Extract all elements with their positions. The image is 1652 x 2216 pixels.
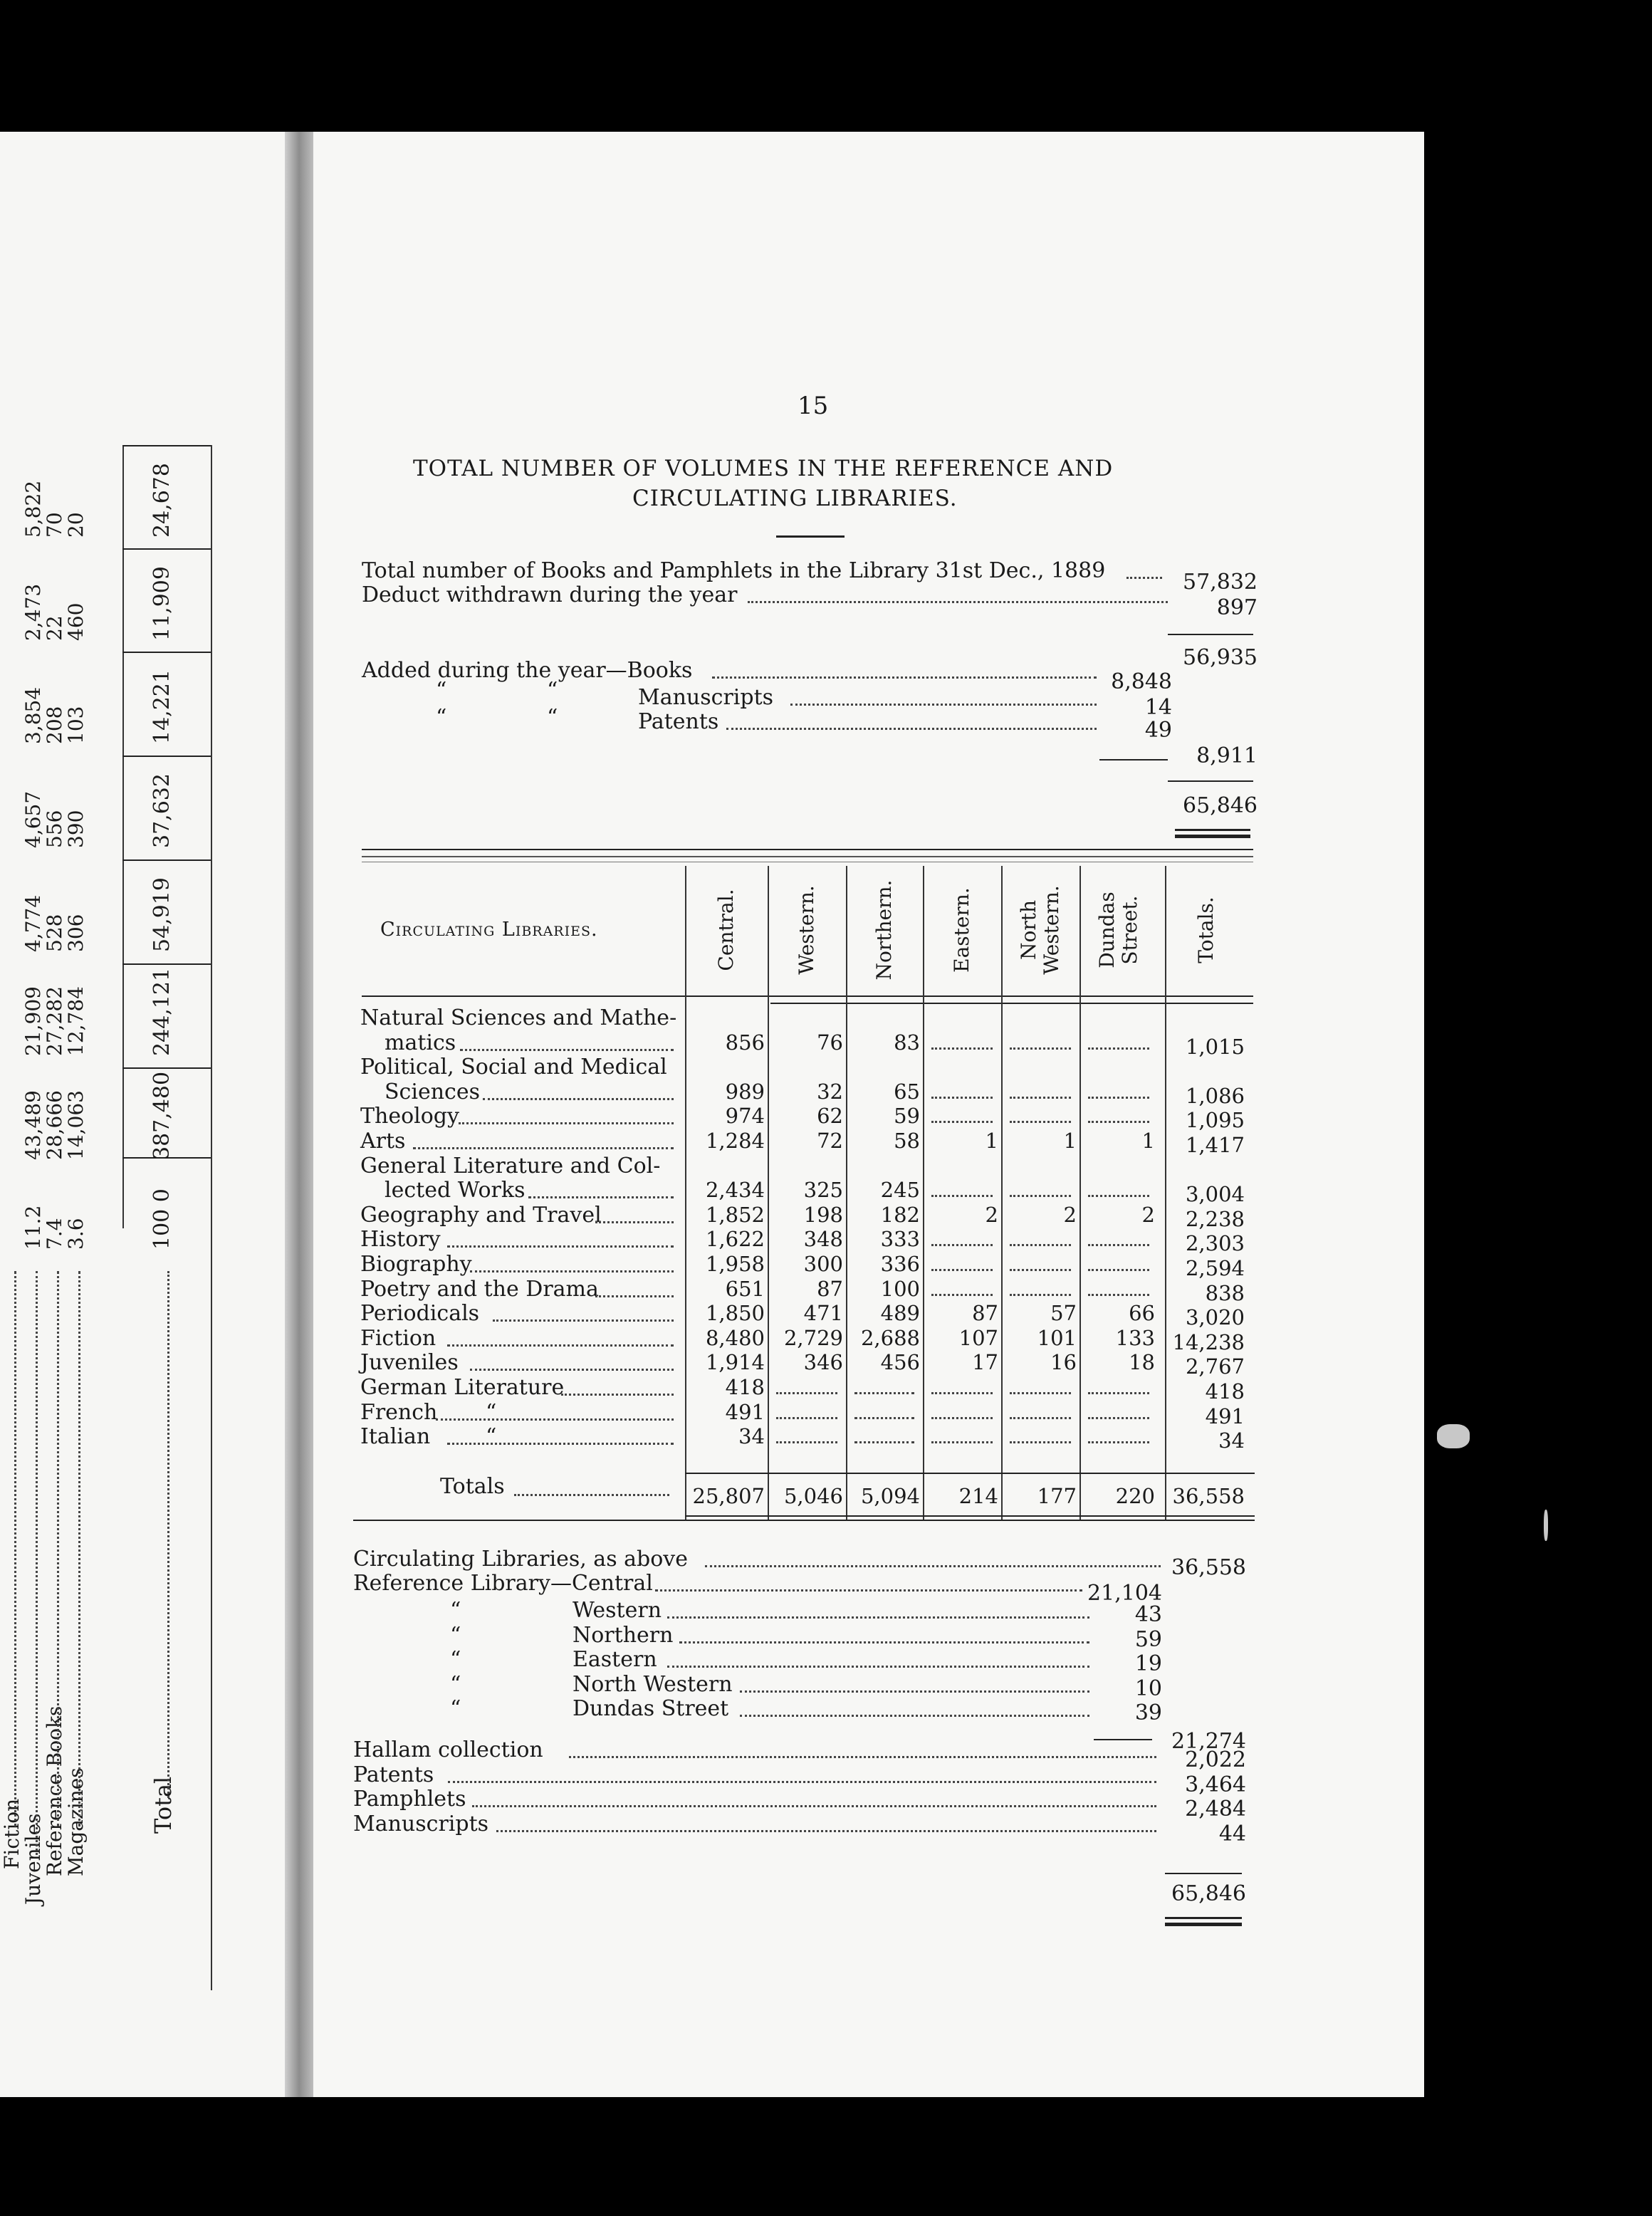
- column-total: 177: [1037, 1484, 1077, 1508]
- row-total: 3,004: [1185, 1182, 1245, 1207]
- row-label: Biography: [360, 1252, 472, 1277]
- collection-name: Hallam collection: [353, 1737, 543, 1762]
- collection-value: 2,484: [1185, 1797, 1246, 1822]
- left-cell: 208: [43, 706, 66, 744]
- cell-value: 2: [1063, 1202, 1077, 1227]
- cell-value: 76: [817, 1030, 843, 1055]
- added-total: 8,911: [1196, 743, 1258, 768]
- left-column-total: 387,480: [150, 1071, 174, 1160]
- branch-value: 10: [1134, 1676, 1162, 1701]
- left-total-label: Total: [150, 1776, 177, 1834]
- cell-value: 1,914: [705, 1350, 765, 1375]
- left-rule: [122, 445, 124, 1228]
- manuscripts-value: 14: [1144, 695, 1172, 720]
- row-label: Arts: [360, 1129, 406, 1154]
- left-rule: [122, 963, 212, 965]
- cell-value: 300: [803, 1252, 843, 1276]
- cell-value: 16: [1050, 1350, 1077, 1375]
- branch-value: 43: [1134, 1602, 1162, 1627]
- row-total: 2,767: [1185, 1354, 1245, 1379]
- collection-name: Patents: [353, 1762, 434, 1787]
- cell-value: 651: [725, 1276, 765, 1301]
- cell-value: 325: [803, 1178, 843, 1203]
- left-cell: 12,784: [64, 986, 88, 1056]
- cell-value: 1,852: [705, 1202, 765, 1227]
- left-cell: 14,063: [64, 1090, 88, 1160]
- left-column-total: 244,121: [150, 967, 174, 1056]
- cell-value: 489: [880, 1301, 920, 1326]
- page-title-line2: CIRCULATING LIBRARIES.: [632, 486, 958, 511]
- left-rule: [211, 445, 212, 1990]
- cell-value: 198: [803, 1202, 843, 1227]
- row-total: 491: [1205, 1404, 1245, 1428]
- cell-value: 245: [880, 1178, 920, 1203]
- cell-value: 974: [725, 1104, 765, 1129]
- left-cell: 11.2: [21, 1205, 45, 1250]
- left-row-label: Reference Books: [43, 1705, 66, 1876]
- cell-value: 346: [803, 1350, 843, 1375]
- cell-value: 72: [817, 1129, 843, 1153]
- cell-value: 101: [1037, 1325, 1077, 1350]
- left-cell: 22: [43, 615, 66, 641]
- cell-value: 2,434: [705, 1178, 765, 1203]
- left-cell: 390: [64, 810, 88, 848]
- cell-value: 856: [725, 1030, 765, 1055]
- column-rule: [1079, 866, 1081, 1521]
- cell-value: 1: [985, 1129, 998, 1153]
- left-cell: 103: [64, 706, 88, 744]
- cell-value: 491: [725, 1399, 765, 1424]
- column-header-eastern: Eastern.: [950, 887, 973, 973]
- row-label-cont: lected Works: [385, 1178, 526, 1203]
- cell-value: 348: [803, 1227, 843, 1252]
- ditto-mark: “: [450, 1696, 461, 1721]
- page-number: 15: [798, 392, 829, 420]
- branch-value: 39: [1134, 1700, 1162, 1725]
- left-column-total: 54,919: [150, 877, 174, 952]
- left-cell: 556: [43, 810, 66, 848]
- cell-value: 2,688: [860, 1325, 920, 1350]
- title-rule: [776, 535, 845, 538]
- cell-value: 456: [880, 1350, 920, 1375]
- row-total: 418: [1205, 1379, 1245, 1404]
- row-total: 1,086: [1185, 1083, 1245, 1108]
- left-rule: [122, 548, 212, 550]
- scan-speck: [1437, 1424, 1470, 1448]
- left-row-label: Magazines: [64, 1767, 88, 1876]
- ditto-mark: “: [486, 1399, 497, 1425]
- added-label: Added during the year—Books: [362, 658, 693, 683]
- left-column-total: 14,221: [150, 669, 174, 744]
- ditto-mark: “: [547, 705, 558, 730]
- left-cell: 528: [43, 914, 66, 952]
- cell-value: 133: [1115, 1325, 1155, 1350]
- cell-value: 2: [1141, 1202, 1155, 1227]
- row-total: 2,303: [1185, 1231, 1245, 1256]
- totals-label: Totals: [440, 1474, 505, 1499]
- row-label: Periodicals: [360, 1301, 480, 1327]
- column-total: 5,046: [783, 1484, 843, 1508]
- row-total: 3,020: [1185, 1305, 1245, 1330]
- cell-value: 471: [803, 1301, 843, 1326]
- cell-value: 87: [817, 1276, 843, 1301]
- left-cell: 43,489: [21, 1090, 45, 1160]
- ref-total: 21,274: [1171, 1729, 1246, 1754]
- left-column-total: 24,678: [150, 463, 174, 538]
- row-total: 1,417: [1185, 1133, 1245, 1157]
- cell-value: 418: [725, 1375, 765, 1399]
- cell-value: 58: [894, 1129, 920, 1153]
- row-total: 838: [1205, 1280, 1245, 1305]
- ditto-mark: “: [450, 1671, 461, 1697]
- cell-value: 62: [817, 1104, 843, 1129]
- row-label: French: [360, 1399, 438, 1425]
- column-header-northern: Northern.: [872, 879, 896, 981]
- cell-value: 100: [880, 1276, 920, 1301]
- cell-value: 182: [880, 1202, 920, 1227]
- left-column-total: 100 0: [150, 1188, 174, 1250]
- cell-value: 1: [1063, 1129, 1077, 1153]
- collection-name: Manuscripts: [353, 1811, 489, 1836]
- branch-value: 59: [1134, 1626, 1162, 1652]
- row-label: Juveniles: [360, 1350, 459, 1376]
- left-page: [0, 132, 291, 2097]
- left-cell: 28,666: [43, 1090, 66, 1160]
- column-total: 220: [1115, 1484, 1155, 1508]
- branch-value: 19: [1134, 1651, 1162, 1676]
- ditto-mark: “: [547, 678, 558, 703]
- row-label: Fiction: [360, 1325, 436, 1351]
- left-rule: [122, 1067, 212, 1069]
- row-label: Theology: [360, 1104, 459, 1129]
- cell-value: 1,622: [705, 1227, 765, 1252]
- column-total: 214: [958, 1484, 998, 1508]
- cell-value: 65: [894, 1079, 920, 1104]
- ditto-mark: “: [436, 678, 447, 703]
- branch-name: Western: [573, 1598, 662, 1623]
- cell-value: 336: [880, 1252, 920, 1276]
- ditto-mark: “: [450, 1647, 461, 1672]
- cell-value: 87: [972, 1301, 998, 1326]
- row-total: 2,594: [1185, 1256, 1245, 1280]
- cell-value: 1,958: [705, 1252, 765, 1276]
- column-total: 25,807: [692, 1484, 765, 1508]
- ditto-mark: “: [436, 705, 447, 730]
- patents-label: Patents: [638, 709, 719, 734]
- collection-value: 44: [1218, 1821, 1246, 1846]
- left-column-total: 37,632: [150, 773, 174, 848]
- ditto-mark: “: [486, 1424, 497, 1450]
- branch-name: Dundas Street: [573, 1696, 729, 1721]
- left-rule: [122, 652, 212, 653]
- cell-value: 17: [972, 1350, 998, 1375]
- left-cell: 27,282: [43, 986, 66, 1056]
- added-books-value: 8,848: [1111, 669, 1172, 694]
- column-header-central: Central.: [714, 889, 738, 971]
- row-total: 1,095: [1185, 1108, 1245, 1133]
- ref-central-value: 21,104: [1087, 1581, 1162, 1606]
- left-cell: 7.4: [43, 1218, 66, 1250]
- ditto-mark: “: [450, 1622, 461, 1648]
- row-label: History: [360, 1227, 441, 1253]
- patents-value: 49: [1144, 718, 1172, 743]
- left-cell: 21,909: [21, 986, 45, 1056]
- row-label: Geography and Travel: [360, 1202, 602, 1228]
- cell-value: 1,850: [705, 1301, 765, 1326]
- left-rule: [122, 445, 212, 446]
- left-column-total: 11,909: [150, 566, 174, 641]
- cell-value: 333: [880, 1227, 920, 1252]
- bottom-circ-value: 36,558: [1171, 1555, 1246, 1580]
- row-label-cont: matics: [385, 1030, 456, 1055]
- row-total: 34: [1218, 1428, 1245, 1453]
- left-row-label: Juveniles: [21, 1813, 45, 1905]
- summary-subtotal: 56,935: [1183, 645, 1258, 670]
- row-total: 1,015: [1185, 1034, 1245, 1059]
- cell-value: 57: [1050, 1301, 1077, 1326]
- column-rule: [1001, 866, 1003, 1521]
- left-cell: 5,822: [21, 480, 45, 538]
- cell-value: 83: [894, 1030, 920, 1055]
- column-total: 5,094: [860, 1484, 920, 1508]
- left-cell: 460: [64, 602, 88, 641]
- cell-value: 1: [1141, 1129, 1155, 1153]
- cell-value: 8,480: [705, 1325, 765, 1350]
- left-cell: 3.6: [64, 1218, 88, 1250]
- branch-name: Eastern: [573, 1647, 657, 1672]
- column-header-north-western: North Western.: [1017, 885, 1063, 975]
- left-cell: 306: [64, 914, 88, 952]
- page-title-line1: TOTAL NUMBER OF VOLUMES IN THE REFERENCE AND: [413, 456, 1114, 481]
- branch-name: North Western: [573, 1671, 733, 1697]
- cell-value: 66: [1129, 1301, 1155, 1326]
- manuscripts-label: Manuscripts: [638, 685, 774, 710]
- branch-name: Northern: [573, 1622, 674, 1648]
- cell-value: 18: [1129, 1350, 1155, 1375]
- left-rule: [122, 756, 212, 757]
- row-label: German Literature: [360, 1375, 565, 1400]
- scan-speck: [1544, 1510, 1548, 1541]
- summary-line2-label: Deduct withdrawn during the year: [362, 582, 738, 607]
- cell-value: 2,729: [783, 1325, 843, 1350]
- cell-value: 59: [894, 1104, 920, 1129]
- column-header-dundas-street: Dundas Street.: [1095, 892, 1141, 968]
- cell-value: 989: [725, 1079, 765, 1104]
- column-header-totals: Totals.: [1194, 897, 1218, 963]
- row-label-cont: Sciences: [385, 1079, 480, 1104]
- left-cell: 4,657: [21, 790, 45, 848]
- ditto-mark: “: [450, 1598, 461, 1623]
- column-rule: [923, 866, 924, 1521]
- cell-value: 1,284: [705, 1129, 765, 1153]
- left-cell: 2,473: [21, 583, 45, 641]
- row-label: Natural Sciences and Mathe-: [360, 1005, 677, 1030]
- left-cell: 4,774: [21, 894, 45, 952]
- ref-library-label: Reference Library—Central: [353, 1571, 653, 1596]
- column-total: 36,558: [1172, 1484, 1245, 1508]
- row-total: 2,238: [1185, 1206, 1245, 1231]
- row-label: Political, Social and Medical: [360, 1055, 667, 1080]
- summary-grand-total: 65,846: [1183, 793, 1258, 818]
- column-header-western: Western.: [795, 885, 818, 975]
- collection-name: Pamphlets: [353, 1787, 466, 1812]
- summary-line1-value: 57,832: [1183, 570, 1258, 595]
- left-cell: 70: [43, 512, 66, 538]
- summary-line2-value: 897: [1216, 595, 1258, 620]
- cell-value: 34: [738, 1424, 765, 1449]
- bottom-circ-label: Circulating Libraries, as above: [353, 1547, 688, 1572]
- collection-value: 3,464: [1185, 1772, 1246, 1797]
- row-label: Italian: [360, 1424, 431, 1450]
- row-label: General Literature and Col-: [360, 1153, 661, 1178]
- left-rule: [122, 859, 212, 861]
- cell-value: 2: [985, 1202, 998, 1227]
- row-label: Poetry and the Drama: [360, 1276, 599, 1302]
- cell-value: 32: [817, 1079, 843, 1104]
- left-cell: 3,854: [21, 686, 45, 744]
- summary-line1-label: Total number of Books and Pamphlets in the Library 31st Dec., 1889: [362, 558, 1106, 583]
- row-total: 14,238: [1172, 1329, 1245, 1354]
- cell-value: 107: [958, 1325, 998, 1350]
- left-cell: 20: [64, 512, 88, 538]
- circ-table-heading: Circulating Libraries.: [380, 919, 598, 941]
- left-row-label: Fiction: [0, 1798, 23, 1869]
- collection-value: 2,022: [1185, 1747, 1246, 1772]
- bottom-grand-total: 65,846: [1171, 1881, 1246, 1906]
